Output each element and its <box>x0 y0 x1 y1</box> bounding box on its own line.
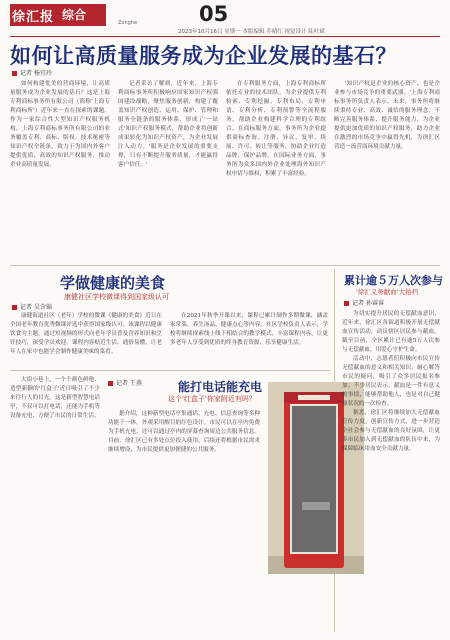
section-name: 徐汇报 <box>12 10 55 25</box>
volunteer-byline <box>344 298 384 307</box>
masthead-rule <box>10 36 440 37</box>
volunteer-para-2: 活动中，志愿者们积极向市民宣传无偿献血的意义和相关知识，耐心解答市民的疑问，吸引了众多居民报名参加。不少居民表示，献血是一件有意义的事情，能够帮助他人，也是对自己健康状况的一次检查。 <box>342 356 440 407</box>
volunteer-col <box>342 310 440 632</box>
section-en: Zonghe <box>118 20 138 26</box>
food-col-2-text: 在2021年秋季开课以来，课程已累计制作多期微课，涵盖家常菜、养生汤品、健康点心等内容。社区学校负责人表示，学校将继续探索线上线下相结合的教学模式，丰富课程内容，让更多老年人享受到优质的终身教育资源，乐享健康生活。 <box>170 313 328 346</box>
lead-col-3 <box>226 80 326 260</box>
volunteer-para-1: 为切实提升居民的无偿献血意识，近年来，徐汇区各街道积极开展无偿献血宣传活动，动员辖区居民参与献血。截至目前，全区累计已有逾5万人次参与无偿献血，用爱心守护生命。 <box>342 311 440 353</box>
food-col-1 <box>10 312 162 366</box>
lead-col-1-text: 如何构建优美的营商环境，让高质量服务成为企业发展的基石？这是上海专利商标事务所有限公司（简称'上海专利商标所'）近年来一直在探索的课题。作为一家综合性大型知识产权服务机构，上海专利商标事务所有限公司的业务覆盖专利、商标、版权、技术秘密等知识产权全链条，致力于为国内外客户提供优质、高效的知识产权服务，推动企业高质量发展。 <box>10 81 110 168</box>
booth-col-1 <box>10 376 100 632</box>
section-subname: 综合 <box>62 8 87 22</box>
lead-col-2 <box>118 80 218 260</box>
food-divider <box>10 370 330 371</box>
booth-byline-text: 记者 王燕 <box>116 380 142 387</box>
lead-col-4-text: '知识产权是企业的核心资产，也是企业参与市场竞争的重要武器。'上海专利商标事务所负责人表示，未来，事务所将继续秉持专业、高效、诚信的服务理念，不断完善服务体系，提升服务能力，为企业提供更加优质的知识产权服务，助力企业在激烈的市场竞争中赢得先机，为徐汇区营造一流营商环境贡献力量。 <box>334 81 440 150</box>
byline-marker <box>108 381 113 386</box>
booth-col-2-text: 据介绍，这种新型电话亭集通话、充电、信息查询等多种功能于一体，外观采用醒目的红色设计。市民可以在亭内免费为手机充电，还可以通过亭内的屏幕查询周边公共服务信息。目前，徐汇区已有多处点位投入使用，后续还将根据市民需求继续增设，为市民提供更加便捷的公共服务。 <box>108 411 260 453</box>
byline-marker <box>12 71 17 76</box>
food-byline <box>12 302 52 311</box>
food-byline-text: 记者 吴含锦 <box>20 304 52 311</box>
volunteer-byline-text: 记者 孙睿睿 <box>352 300 384 307</box>
booth-glass <box>290 404 338 554</box>
booth-headline: 能打电话能充电 <box>178 380 263 394</box>
booth-byline <box>108 378 142 387</box>
lead-col-4 <box>334 80 440 260</box>
byline-marker <box>344 301 349 306</box>
page-number: 05 <box>199 2 229 26</box>
date-line: 2023年10月16日 星期一 本版编辑 乔晴红 视觉设计 陆叶斌 <box>178 29 325 35</box>
byline-marker <box>12 305 17 310</box>
lead-divider <box>10 265 440 266</box>
booth-seat <box>302 502 330 510</box>
booth-col-2 <box>108 410 260 632</box>
food-subheadline: 康健社区学校微课得到国家级认可 <box>64 293 169 301</box>
volunteer-headline: 累计逾５万人次参与 <box>344 274 443 287</box>
lead-byline-text: 记者 杨宜玲 <box>20 70 52 77</box>
volunteer-subheadline: '徐汇义务献血'大拍档 <box>356 288 419 296</box>
lead-col-2-text: 记者采访了解到，近年来，上海专利商标事务所积极响应国家知识产权强国建设战略，聚焦服务创新，构建了覆盖知识产权创造、运用、保护、管理和服务全链条的服务体系，形成了'一站式'知识产权服务模式，帮助企业将创新成果转化为知识产权资产，为企业发展注入动力。'服务是企业发展的重要支撑，只有不断提升服务质量，才能赢得客户信任。' <box>118 81 218 168</box>
lead-col-1 <box>10 80 110 260</box>
food-headline: 学做健康的美食 <box>60 274 166 292</box>
phone-booth-illustration <box>284 392 344 568</box>
food-col-2 <box>170 312 328 366</box>
booth-col-1-text: 大街小巷上，一个个颜色鲜艳、造型新颖的'红盒子'近日吸引了不少来往行人的目光。这是新型智慧电话亭，不仅可以打电话，还能为手机等设备充电，方便了市民的日常生活。 <box>10 377 100 419</box>
booth-logo <box>298 395 330 400</box>
volunteer-para-3: 据悉，徐汇区将继续加大无偿献血宣传力度，创新宣传方式，进一步营造全社会参与无偿献血的良好氛围，让更多市民加入到无偿献血的队伍中来，为保障临床用血安全贡献力量。 <box>342 410 440 452</box>
food-col-1-text: 康健街道社区（老年）学校的微课《健康的美食》近日在全国老年教育优秀微课评选中获得国家级认可。该课程以健康饮食为主题，通过短视频的形式向老年学员普及营养知识和烹饪技巧，深受学员欢迎。课程内容贴近生活、通俗易懂，让老年人在家中也能学会制作健康美味的菜肴。 <box>10 313 162 355</box>
lead-col-3-text: 在专利服务方面，上海专利商标所依托专业的技术团队，为企业提供专利检索、专利挖掘、专利布局、专利申请、专利分析、专利预警等全流程服务，帮助企业构建科学合理的专利组合。在商标服务方面，事务所为企业提供商标查询、注册、异议、复审、续展、许可、转让等服务，协助企业打造品牌、保护品牌。在国际业务方面，事务所为众多国内外企业处理海外知识产权申请与维权，积累了丰富经验。 <box>226 81 326 177</box>
booth-subheadline: 这个'红盒子'你家附近有吗？ <box>168 395 256 403</box>
lead-byline <box>12 68 52 77</box>
lead-headline: 如何让高质量服务成为企业发展的基石？ <box>10 43 397 68</box>
